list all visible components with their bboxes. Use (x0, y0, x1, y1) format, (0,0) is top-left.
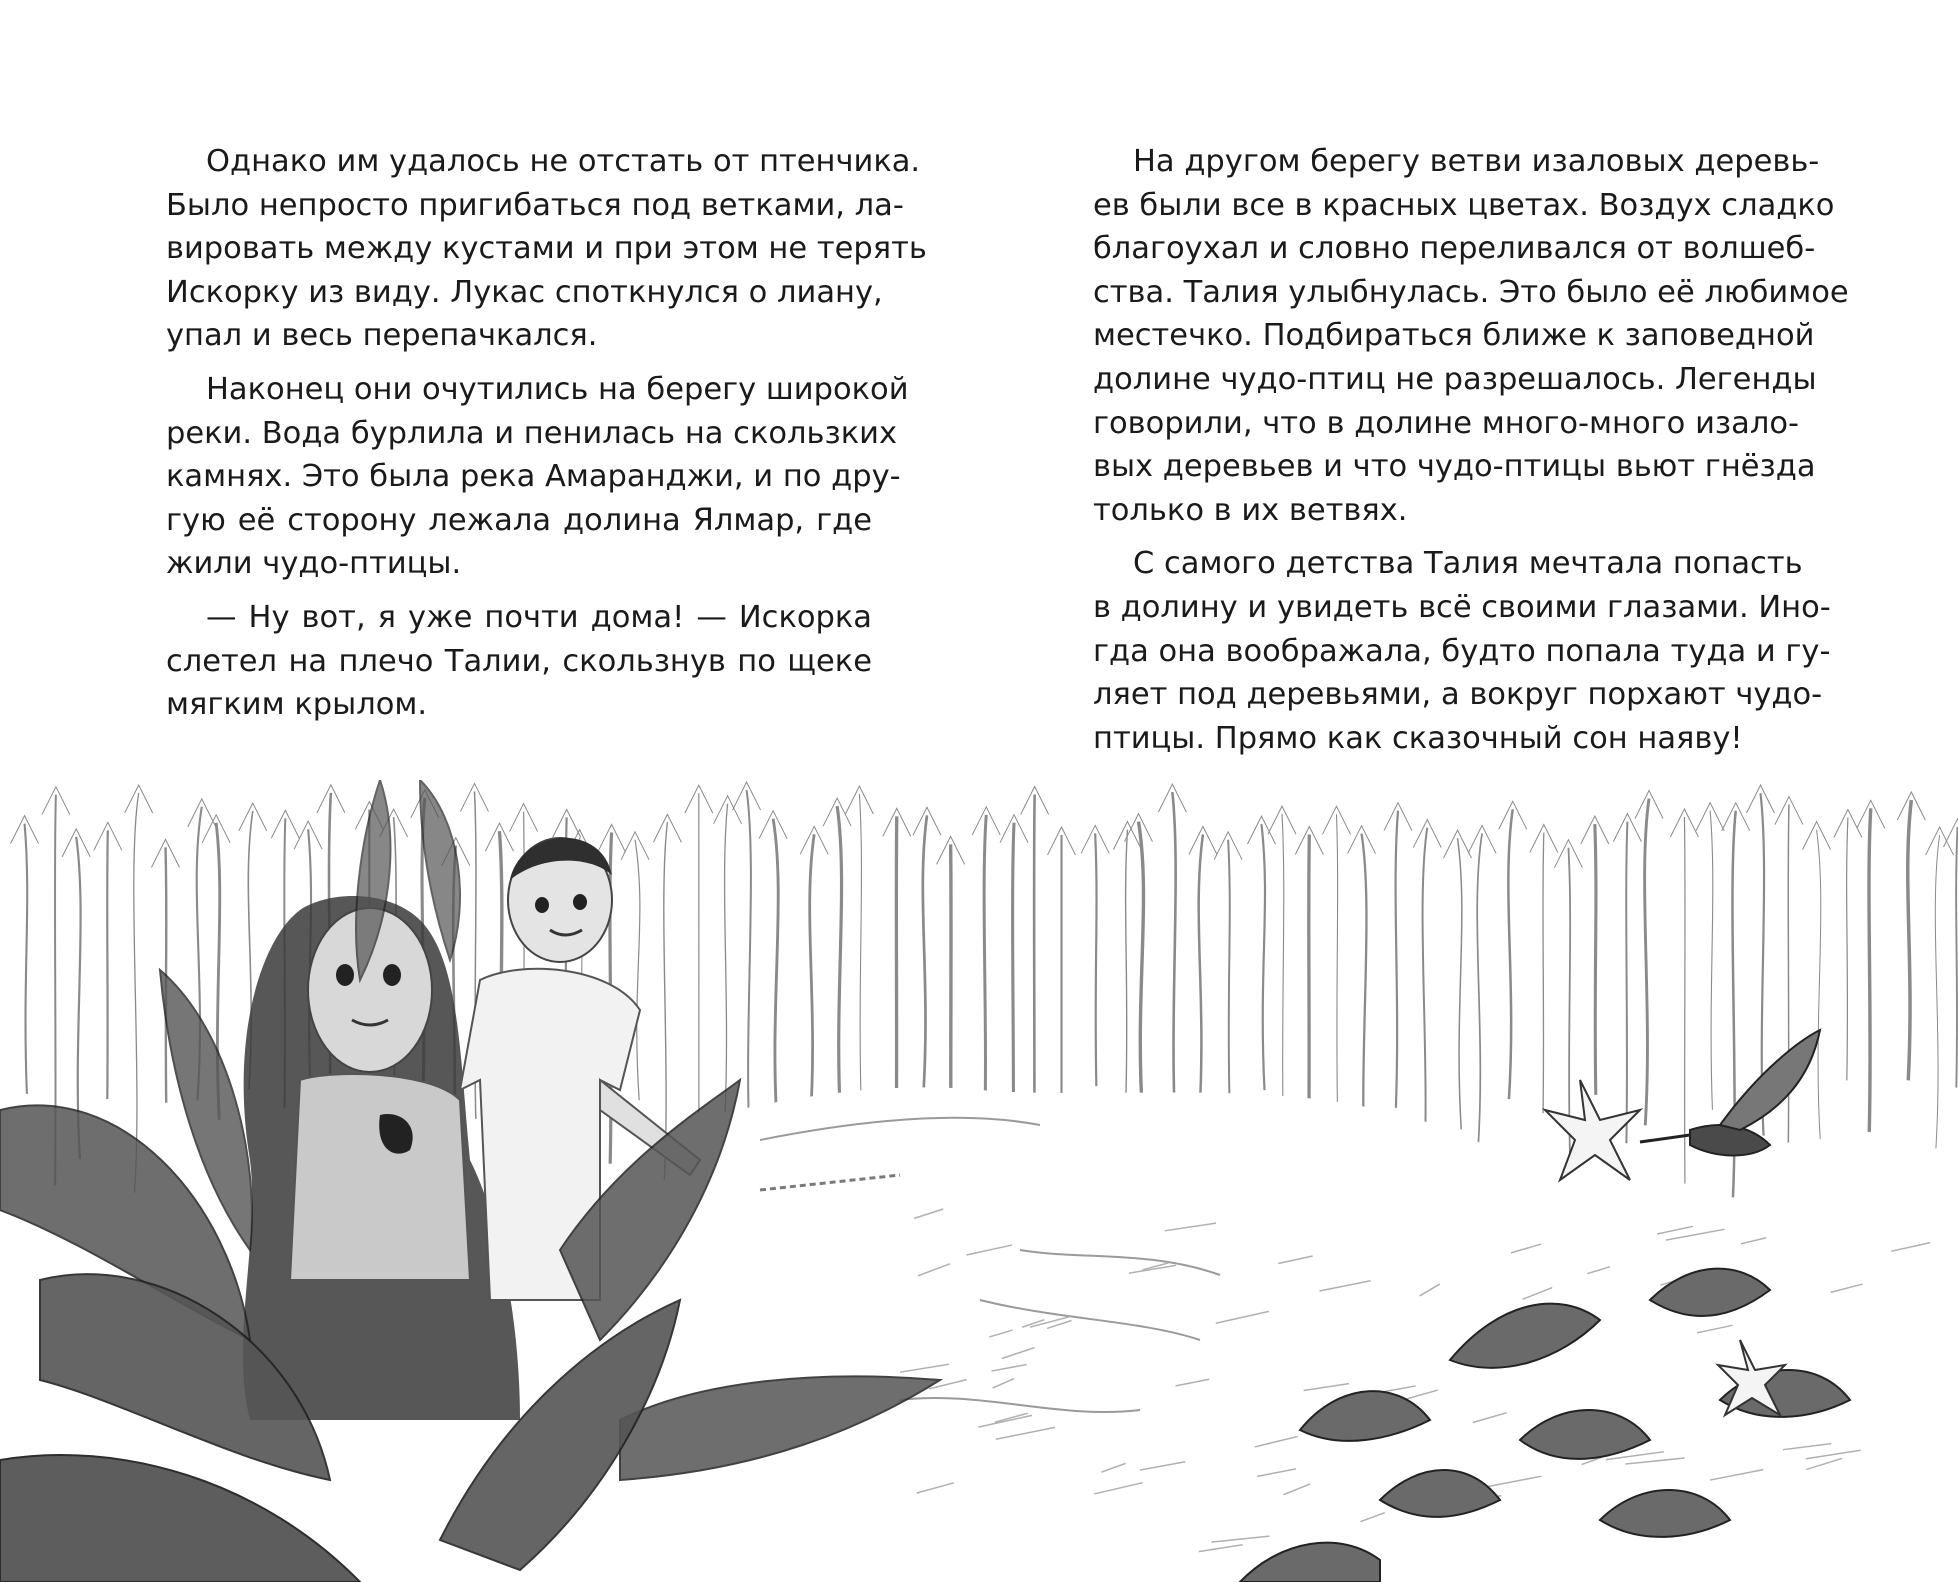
tree-trunk (1684, 817, 1685, 1184)
tree-trunk (725, 804, 728, 1116)
tree-trunk (1817, 830, 1821, 1139)
tree-trunk (1935, 835, 1939, 1148)
text-line: камнях. Это была река Амаранджи, и по дру- (166, 459, 901, 495)
text-line: птицы. Прямо как сказочный сон наяву! (1093, 720, 1743, 756)
text-line: мягким крылом. (166, 687, 428, 723)
tree-trunk (1645, 798, 1649, 1125)
tree-trunk (1228, 840, 1230, 1102)
text-line: упал и весь перепачкался. (166, 318, 598, 354)
tree-trunk (1172, 792, 1175, 1127)
hatch-stroke (1483, 1476, 1542, 1487)
text-line: в долину и увидеть всё своими глазами. Ино- (1093, 589, 1831, 625)
tree-crown (1803, 822, 1831, 850)
tree-crown (125, 785, 153, 813)
tree-crown (1926, 827, 1954, 855)
tree-trunk (810, 834, 814, 1120)
text-line: Было непросто пригибаться под ветками, ла- (166, 187, 904, 223)
tree-trunk (664, 822, 668, 1179)
right-page-text (1093, 140, 1849, 760)
text-line: жили чудо-птицы. (166, 546, 462, 582)
text-line: — Ну вот, я уже почти дома! — Искорка (206, 599, 872, 635)
tree-trunk (837, 806, 841, 1123)
hummingbird (1640, 1030, 1820, 1156)
paragraph (166, 140, 927, 358)
text-line: ев были все в красных цветах. Воздух сладко (1093, 187, 1835, 223)
hatch-stroke (1212, 1536, 1270, 1542)
text-line: слетел на плечо Талии, скользнув по щеке (166, 643, 872, 679)
tree-trunk (1458, 838, 1462, 1129)
tree-trunk (1543, 832, 1544, 1113)
tree-trunk (1309, 834, 1310, 1134)
paragraph (1093, 140, 1849, 532)
tree-crown (1444, 830, 1472, 858)
tree-trunk (1261, 824, 1265, 1090)
tree-crown (239, 803, 267, 831)
tree-trunk (1396, 811, 1398, 1108)
tree-trunk (923, 815, 927, 1094)
left-page-text (166, 140, 927, 727)
text-line: На другом берегу ветви изаловых деревь- (1133, 144, 1820, 179)
tree-trunk (1199, 834, 1203, 1116)
hatch-stroke (1473, 1413, 1507, 1423)
hatch-stroke (1283, 1484, 1310, 1495)
tree-trunk (1477, 833, 1482, 1150)
paragraph (1093, 542, 1831, 760)
text-line: Искорку из виду. Лукас споткнулся о лиану, (166, 274, 883, 310)
tree-trunk (1869, 808, 1871, 1132)
tree-trunk (1956, 827, 1957, 1088)
hatch-stroke (1697, 1325, 1733, 1332)
text-line: вировать между кустами и при этом не терять (166, 231, 927, 267)
tree-crown (621, 832, 649, 860)
tree-trunk (134, 793, 139, 1193)
tree-crown (1468, 825, 1496, 853)
girl-figure (243, 896, 520, 1420)
forest-river-illustration (0, 780, 1958, 1582)
tree-trunk (1282, 814, 1284, 1141)
tree-trunk (635, 840, 640, 1100)
text-line: Однако им удалось не отстать от птенчика. (206, 144, 921, 179)
text-line: С самого детства Талия мечтала попасть (1133, 546, 1803, 582)
tree-trunk (25, 824, 28, 1094)
tree-trunk (1126, 830, 1128, 1099)
hatch-stroke (1360, 1513, 1384, 1522)
hatch-stroke (1094, 1483, 1143, 1494)
hatch-stroke (1199, 1545, 1243, 1552)
text-line: вых деревьев и что чудо-птицы вьют гнёзда (1093, 449, 1816, 485)
hatch-stroke (1255, 1436, 1298, 1447)
hatch-stroke (1657, 1226, 1693, 1234)
tree-trunk (1847, 818, 1848, 1081)
hatch-stroke (1710, 1470, 1763, 1480)
text-line: Наконец они очутились на берегу широкой (206, 371, 909, 407)
hatch-stroke (1257, 1469, 1296, 1477)
tree-trunk (107, 830, 108, 1099)
text-line: только в их ветвях. (1093, 492, 1408, 528)
text-line: ляет под деревьями, а вокруг порхают чудо- (1093, 677, 1823, 713)
text-line: гда она воображала, будто попала туда и гу- (1093, 633, 1831, 669)
text-line: говорили, что в долине много-много изало- (1093, 405, 1799, 441)
tree-trunk (1095, 833, 1096, 1086)
paragraph (166, 368, 909, 586)
text-line: ства. Талия улыбнулась. Это было её любимое (1093, 274, 1849, 310)
text-line: местечко. Подбираться ближе к заповедной (1093, 318, 1815, 354)
tree-trunk (1138, 822, 1143, 1118)
hatch-stroke (1625, 1458, 1684, 1464)
hatch-stroke (1741, 1238, 1766, 1244)
text-line: долине чудо-птиц не разрешалось. Легенды (1093, 361, 1817, 397)
hatch-stroke (1806, 1450, 1861, 1458)
text-line: реки. Вода бурлила и пенилась на скользких (166, 415, 898, 451)
tree-trunk (1710, 811, 1713, 1110)
tree-trunk (1508, 809, 1512, 1099)
tree-trunk (1908, 800, 1912, 1080)
hatch-stroke (1831, 1284, 1863, 1292)
paragraph (166, 596, 872, 727)
tree-trunk (1595, 824, 1596, 1095)
hatch-stroke (1806, 1458, 1842, 1469)
text-line: благоухал и словно переливался от волшеб- (1093, 231, 1816, 267)
tree-crown (1944, 819, 1958, 847)
tree-trunk (1336, 814, 1337, 1106)
tree-trunk (1568, 848, 1570, 1153)
tree-trunk (859, 794, 861, 1102)
tree-trunk (1626, 822, 1627, 1144)
tree-trunk (747, 790, 751, 1155)
hatch-stroke (1783, 1444, 1831, 1450)
tree-trunk (773, 819, 778, 1130)
text-line: гую её сторону лежала долина Ялмар, где (166, 502, 872, 538)
hatch-stroke (1891, 1243, 1930, 1252)
